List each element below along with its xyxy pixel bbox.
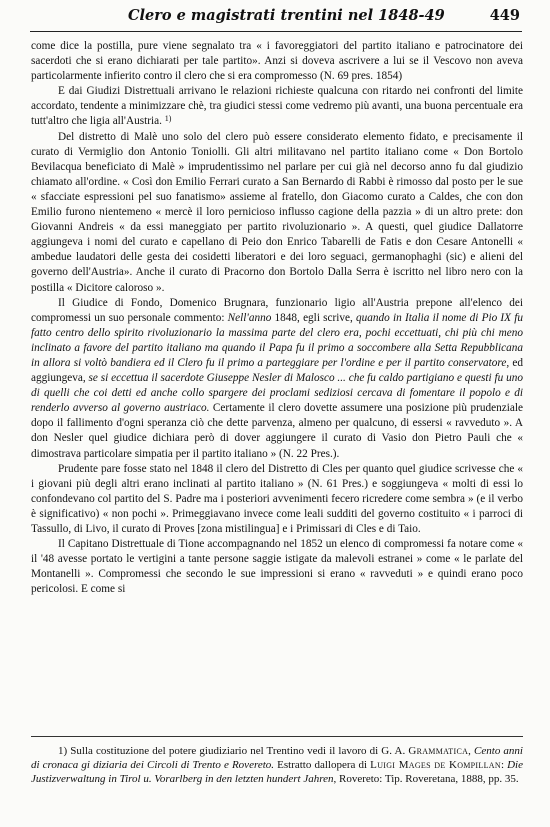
small-caps-run: Grammatica <box>408 745 469 757</box>
paragraph <box>31 84 523 129</box>
text-run: Estratto dallopera di <box>274 759 371 772</box>
text-run: Prudente pare fosse stato nel 1848 il clero del Distretto di Cles per quanto quel giudice scrivesse che « i giovani più degli altri erano inclinati al partito italiano » (N. 61 Pres.) e soggiungeva « molti di essi lo confondevano col partito del S. Padre ma i posteriori avvenimenti fecero ricredere come sembra » (e il verbo è significativo) « non pochi ». Primeggiavano invece come leali sudditi del governo costituito « i parroci di Tassullo, di Livo, il curato di Proves [zona mistilingua] e i Primissari di Cles e di Taio. <box>31 462 523 535</box>
text-run: Il Capitano Distrettuale di Tione accompagnando nel 1852 un elenco di compromessi fa notare come « il '48 avesse portato le vertigini a tante persone saggie istigate da malevoli estranei » come « le parlate del Montanelli ». Compromessi che secondo le sue impressioni si erano « ravveduti » e quindi erano poco pericolosi. E come si <box>31 538 523 596</box>
italic-run: se si eccettua il sacerdote Giuseppe Nesler di Malosco ... che fu caldo partigiano e questi fu uno di quelli che coi detti ed anche collo spargere dei proclami sediziosi cercava di fomentare il popolo e di renderlo avverso al governo austriaco. <box>31 372 523 415</box>
small-caps-run: Luigi Mages de Kompillan <box>370 759 501 772</box>
footnote-ref: 1) <box>164 114 172 124</box>
text-run: E dai Giudizi Distrettuali arrivano le relazioni richieste qualcuna con ritardo nei confronti del limite accordato, tendente a minimizzare chè, tra giudici stessi come vedremo più avanti, una buona percentuale era tutt'altro che ligia all'Austria. <box>31 85 523 128</box>
italic-run: Nell'anno <box>227 311 272 324</box>
text-run: : <box>500 759 508 772</box>
page-number: 449 <box>489 7 520 24</box>
italic-run: Die Justizverwaltung in Tirol u. Vorarlberg in den letzten hundert Jahren <box>31 759 523 786</box>
italic-run: Cento anni di cronaca gi diziaria dei Circoli di Trento e Rovereto. <box>31 745 523 772</box>
paragraph <box>31 296 523 462</box>
text-run: 1848, egli scrive, <box>271 311 357 324</box>
text-run: , <box>468 745 475 757</box>
body-text <box>31 39 523 597</box>
running-title: Clero e magistrati trentini nel 1848-49 <box>128 7 445 24</box>
paragraph <box>31 39 523 84</box>
paragraph <box>31 537 523 597</box>
footnote-rule <box>31 736 523 737</box>
text-run: come dice la postilla, pure viene segnalato tra « i favoreggiatori del partito italiano e patrocinatore dei sacerdoti che si erano dichiarati per tale partito». Anzi si doveva ascrivere a lui se il Vescovo non aveva particolarmente infierito contro il clero che si era compromesso (N. 69 pres. 1854) <box>31 40 523 83</box>
text-run: Del distretto di Malè uno solo del clero può essere considerato elemento fidato, e precisamente il curato di Vermiglio don Antonio Toniolli. Gli altri militavano nel partito italiano come « Don Bortolo Bevilacqua beneficiato di Malè » imprudentissimo nel parlare per cui già nel decorso anno fu dal giudizio chiamato all'ordine. « Così don Emilio Ferrari curato a San Bernardo di Rabbi è rimosso dal posto per le sue « sfacciate espressioni pel suo fanatismo» assieme al fratello, don Giacomo curato a Caldes, che con don Emilio furono nientemeno « mercè il loro pernicioso influsso cagione della pazzia » di un altro prete: don Giovanni Andreis « da essi maneggiato per partito rivoluzionario ». A questi, quel giudice Dallatorre aggiungeva i nomi del curato e capellano di Peio don Enrico Tabarelli de Fatis e don Cesare Antonelli « ambedue laudatori delle gesta dei cosidetti liberatori e dei loro seguaci, germanophaghi (sic) e alieni del governo dell'Austria». Anche il curato di Pracorno don Bortolo Dalla Serra è iscritto nel libro nero con la postilla « Dicitore caloroso ». <box>31 130 523 294</box>
italic-run: quando in Italia il nome di Pio IX fu fatto centro dello spirito rivoluzionario la massima parte del clero era, pochi eccettuati, chi più chi meno inclinato a favore del partito italiano ma quando il Papa fu il primo a soccombere alla Setta Repubblicana in allora si voltò bandiera ed il Clero fu il primo a parteggiare per l'ordine e per il partito conservatore, <box>31 311 523 369</box>
text-run: ed aggiungeva, <box>31 356 523 385</box>
running-header <box>30 7 520 29</box>
text-run: Certamente il clero dovette assumere una posizione più prudenziale dopo il fallimento d'ogni speranza ciò che dette parvenza, almeno per qualcuno, di essersi « ravveduto ». A don Nesler quel giudice dichiara però di dover aggiungere il curato di Vasio don Pietro Pauli che « dimostrava particolare simpatia per il partito italiano » (N. 22 Pres.). <box>31 402 523 460</box>
text-run: Il Giudice di Fondo, Domenico Brugnara, funzionario ligio all'Austria prepone all'elenco dei compromessi un suo personale commento: <box>31 296 523 324</box>
header-rule <box>30 31 522 32</box>
paragraph <box>31 462 523 537</box>
footnote-text <box>31 744 523 787</box>
paragraph <box>31 130 523 296</box>
footnote <box>31 744 523 787</box>
text-run: , Rovereto: Tip. Roveretana, 1888, pp. 35. <box>333 773 519 786</box>
text-run: 1) Sulla costituzione del potere giudiziario nel Trentino vedi il lavoro di G. A. <box>58 745 409 757</box>
